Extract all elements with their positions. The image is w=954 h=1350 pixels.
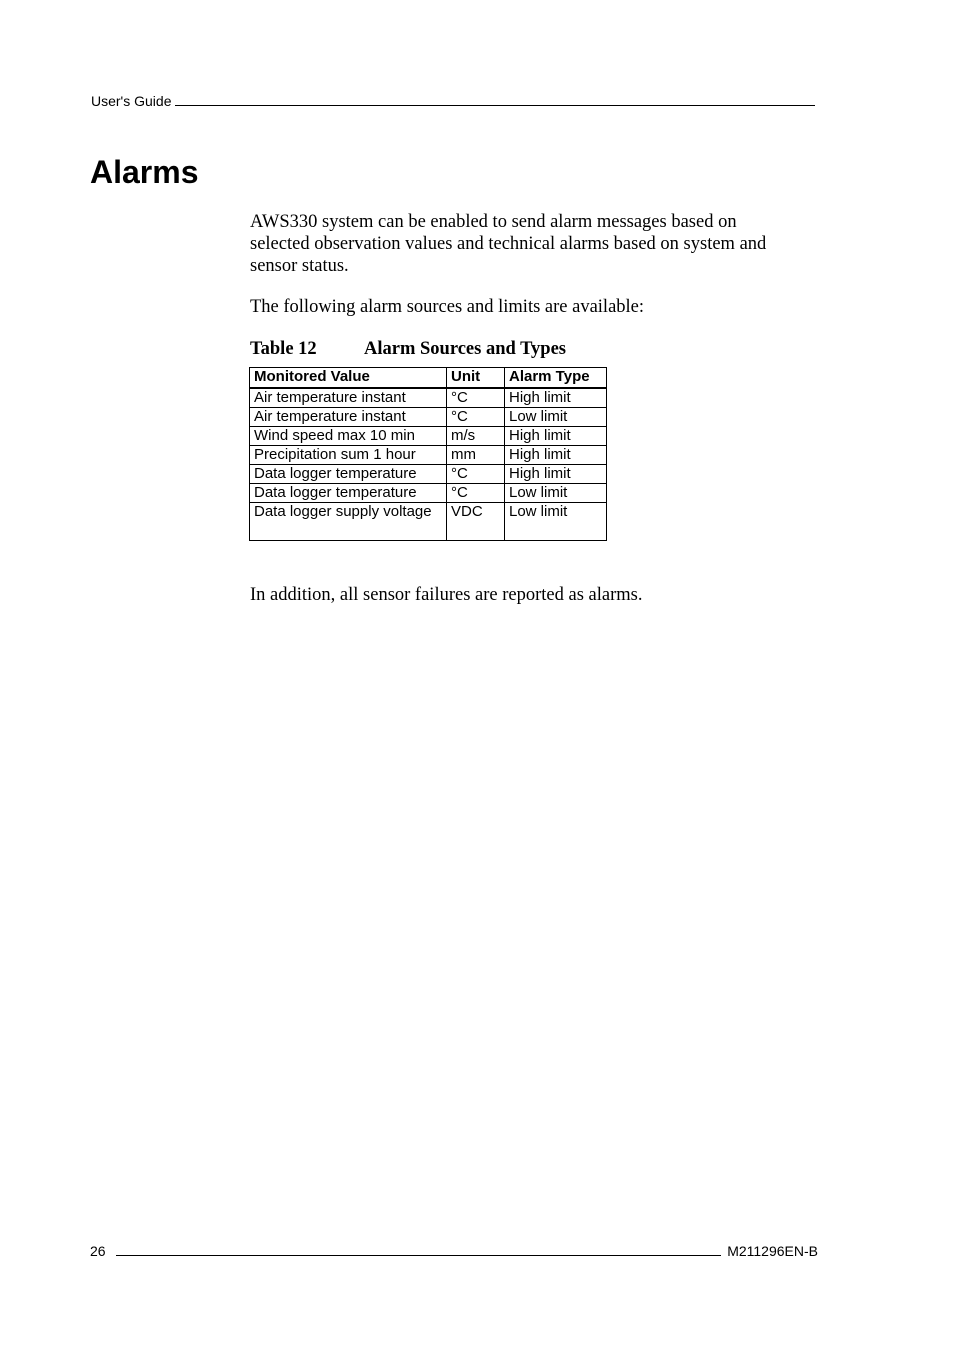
table-row bbox=[250, 388, 607, 408]
closing-paragraph: In addition, all sensor failures are reported as alarms. bbox=[250, 585, 643, 605]
column-header-unit: Unit bbox=[447, 368, 505, 389]
alarm-type-cell: High limit bbox=[505, 388, 607, 408]
alarm-type-cell: Low limit bbox=[505, 503, 607, 541]
unit-cell: m/s bbox=[447, 427, 505, 446]
unit-cell: °C bbox=[447, 408, 505, 427]
monitored-value-cell: Wind speed max 10 min bbox=[250, 427, 447, 446]
table-row bbox=[250, 484, 607, 503]
monitored-value-cell: Precipitation sum 1 hour bbox=[250, 446, 447, 465]
alarm-type-cell: Low limit bbox=[505, 408, 607, 427]
monitored-value-cell: Data logger supply voltage bbox=[250, 503, 447, 541]
alarm-type-cell: High limit bbox=[505, 427, 607, 446]
table-header-row bbox=[250, 368, 607, 389]
page-number: 26 bbox=[90, 1243, 106, 1259]
table-row bbox=[250, 408, 607, 427]
monitored-value-cell: Air temperature instant bbox=[250, 408, 447, 427]
unit-cell: °C bbox=[447, 388, 505, 408]
monitored-value-cell: Air temperature instant bbox=[250, 388, 447, 408]
unit-cell: mm bbox=[447, 446, 505, 465]
table-row bbox=[250, 503, 607, 541]
table-caption bbox=[250, 338, 566, 360]
section-title: Alarms bbox=[90, 154, 199, 190]
running-footer bbox=[90, 1240, 818, 1260]
sources-intro-paragraph: The following alarm sources and limits are available: bbox=[250, 297, 645, 317]
table-row bbox=[250, 465, 607, 484]
running-header bbox=[91, 90, 815, 110]
alarm-type-cell: High limit bbox=[505, 446, 607, 465]
alarm-type-cell: Low limit bbox=[505, 484, 607, 503]
monitored-value-cell: Data logger temperature bbox=[250, 465, 447, 484]
alarm-type-cell: High limit bbox=[505, 465, 607, 484]
table-caption-text: Alarm Sources and Types bbox=[364, 339, 566, 359]
unit-cell: VDC bbox=[447, 503, 505, 541]
table-row bbox=[250, 427, 607, 446]
monitored-value-cell: Data logger temperature bbox=[250, 484, 447, 503]
column-header-monitored-value: Monitored Value bbox=[250, 368, 447, 389]
document-id: M211296EN-B bbox=[727, 1243, 818, 1259]
intro-paragraph: AWS330 system can be enabled to send alarm messages based on selected observation values and technical alarms based on system and sensor status. bbox=[250, 212, 767, 276]
alarm-sources-table bbox=[249, 367, 607, 541]
header-rule bbox=[175, 105, 815, 106]
unit-cell: °C bbox=[447, 484, 505, 503]
footer-rule bbox=[116, 1255, 722, 1256]
header-label: User's Guide bbox=[91, 93, 172, 109]
table-number: Table 12 bbox=[250, 339, 317, 359]
table-row bbox=[250, 446, 607, 465]
section-body bbox=[250, 211, 800, 317]
unit-cell: °C bbox=[447, 465, 505, 484]
column-header-alarm-type: Alarm Type bbox=[505, 368, 607, 389]
